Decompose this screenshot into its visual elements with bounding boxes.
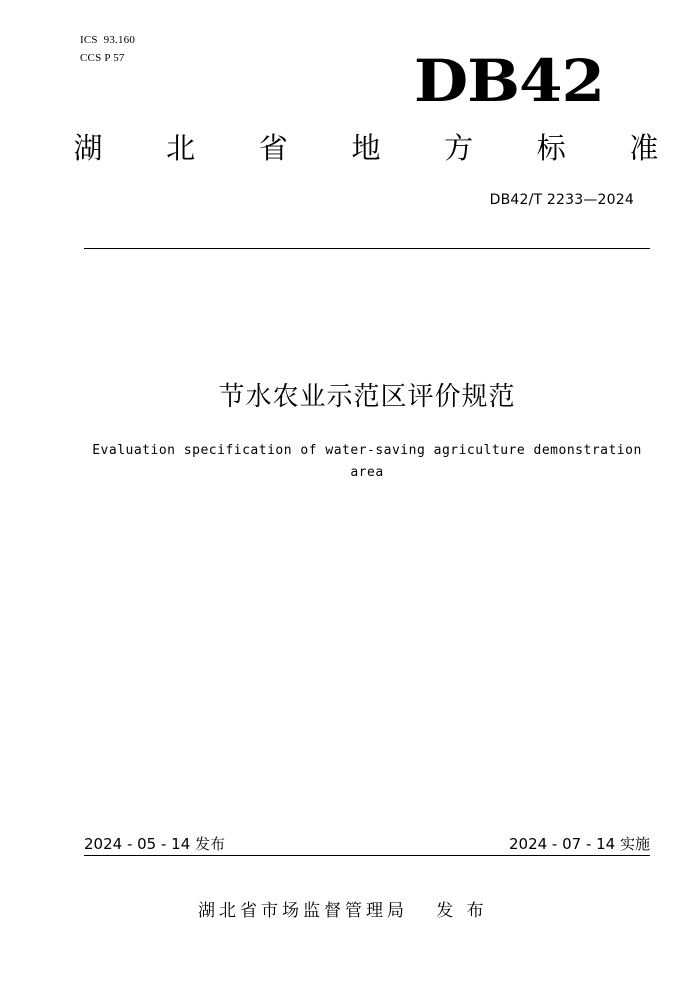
standard-type-char: 准 <box>629 131 659 165</box>
standard-type-char: 方 <box>444 131 474 165</box>
standard-type-char: 标 <box>536 131 566 165</box>
issue-date: 2024 - 05 - 14 发布 <box>84 835 226 853</box>
footer-divider <box>84 855 650 856</box>
document-title-chinese: 节水农业示范区评价规范 <box>218 382 516 412</box>
standard-type-char: 省 <box>258 131 288 165</box>
document-title-english: Evaluation specification of water-saving agriculture demonstration area <box>92 443 642 480</box>
standard-type-char: 北 <box>166 131 196 165</box>
header-divider <box>84 248 650 249</box>
ics-code: ICS 93.160 <box>80 34 136 46</box>
ccs-code: CCS P 57 <box>80 52 125 64</box>
standard-type-char: 地 <box>351 131 381 165</box>
issuing-authority: 湖北省市场监督管理局 发 布 <box>198 901 488 921</box>
db-logo: DB42 <box>413 47 604 115</box>
implementation-date: 2024 - 07 - 14 实施 <box>508 835 650 853</box>
standard-type-heading <box>66 131 666 165</box>
standard-number: DB42/T 2233—2024 <box>489 192 634 208</box>
standard-type-char: 湖 <box>73 131 103 165</box>
